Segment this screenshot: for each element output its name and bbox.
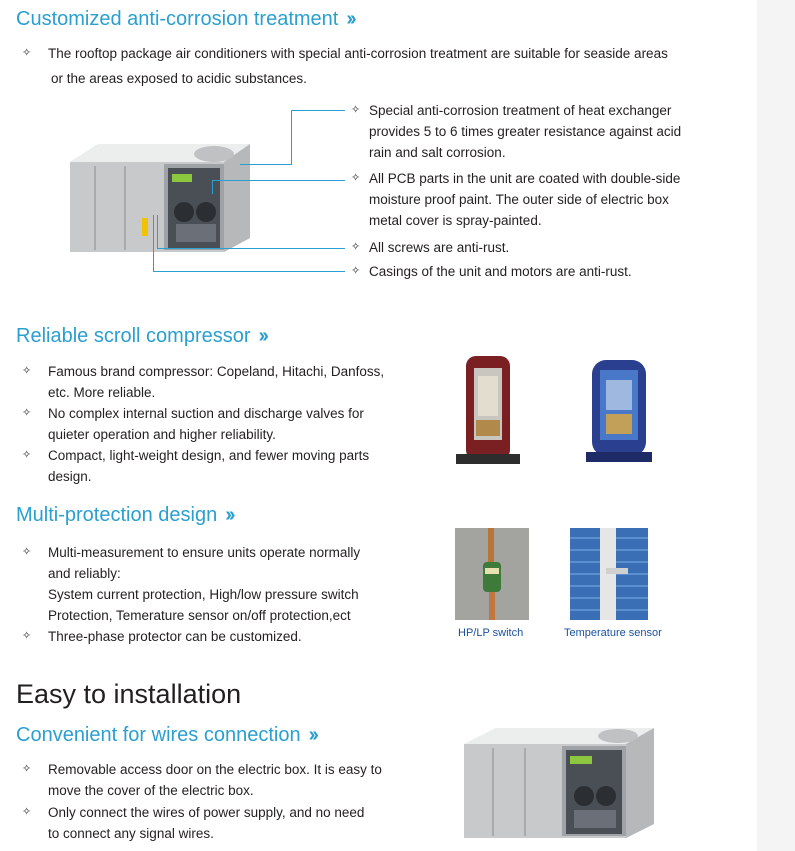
compressor-title: Reliable scroll compressor	[16, 325, 251, 347]
bullet-icon: ✧	[351, 104, 361, 116]
protection-title: Multi-protection design	[16, 504, 218, 526]
callout-connector	[153, 215, 154, 271]
bullet-icon: ✧	[22, 407, 32, 419]
rooftop-unit-image	[64, 140, 254, 256]
anticorrosion-intro-line2: or the areas exposed to acidic substances.	[51, 71, 307, 86]
compressor-bullet-1-line2: etc. More reliable.	[48, 385, 156, 400]
bullet-icon: ✧	[22, 546, 32, 558]
callout-2-line1: All PCB parts in the unit are coated with double-side	[369, 171, 681, 186]
callout-connector	[291, 110, 292, 164]
callout-2-line2: moisture proof paint. The outer side of electric box	[369, 192, 669, 207]
callout-1-line3: rain and salt corrosion.	[369, 145, 506, 160]
bullet-icon: ✧	[351, 241, 361, 253]
compressor-bullet-2-line1: No complex internal suction and discharge valves for	[48, 406, 364, 421]
page-margin-strip	[757, 0, 795, 851]
installation-title: Easy to installation	[16, 679, 242, 709]
bullet-icon: ✧	[22, 365, 32, 377]
chevron-right-icon: ››	[225, 504, 233, 526]
callout-connector	[291, 110, 345, 111]
bullet-icon: ✧	[22, 449, 32, 461]
wires-bullet-2-line2: to connect any signal wires.	[48, 826, 214, 841]
bullet-icon: ✧	[351, 172, 361, 184]
bullet-icon: ✧	[22, 47, 32, 59]
compressor-bullet-1-line1: Famous brand compressor: Copeland, Hitachi, Danfoss,	[48, 364, 385, 379]
bullet-icon: ✧	[22, 806, 32, 818]
anticorrosion-heading	[16, 7, 354, 31]
compressor-bullet-2-line2: quieter operation and higher reliability.	[48, 427, 276, 442]
callout-1-line2: provides 5 to 6 times greater resistance against acid	[369, 124, 682, 139]
temperature-sensor-caption: Temperature sensor	[564, 627, 662, 639]
wires-bullet-2-line1: Only connect the wires of power supply, and no need	[48, 805, 365, 820]
chevron-right-icon: ››	[346, 8, 354, 30]
protection-heading	[16, 503, 233, 527]
protection-bullet-1-line1: Multi-measurement to ensure units operate normally	[48, 545, 361, 560]
wires-bullet-1-line2: move the cover of the electric box.	[48, 783, 254, 798]
callout-3-line1: All screws are anti-rust.	[369, 240, 510, 255]
wires-bullet-1-line1: Removable access door on the electric box. It is easy to	[48, 762, 382, 777]
callout-connector	[157, 215, 158, 248]
callout-2-line3: metal cover is spray-painted.	[369, 213, 542, 228]
chevron-right-icon: ››	[308, 724, 316, 746]
bullet-icon: ✧	[351, 265, 361, 277]
protection-bullet-1-line4: Protection, Temerature sensor on/off protection,ect	[48, 608, 351, 623]
protection-bullet-1-line3: System current protection, High/low pressure switch	[48, 587, 359, 602]
callout-4-line1: Casings of the unit and motors are anti-rust.	[369, 264, 632, 279]
wires-heading	[16, 723, 316, 747]
hp-lp-switch-caption: HP/LP switch	[458, 627, 524, 639]
compressor-bullet-3-line1: Compact, light-weight design, and fewer moving parts	[48, 448, 370, 463]
compressor-heading	[16, 324, 266, 348]
callout-connector	[212, 180, 345, 181]
compressor-bullet-3-line2: design.	[48, 469, 92, 484]
callout-connector	[240, 164, 292, 165]
scroll-compressor-image-2	[582, 352, 656, 468]
protection-bullet-2: Three-phase protector can be customized.	[48, 629, 302, 644]
wires-title: Convenient for wires connection	[16, 724, 301, 746]
callout-connector	[212, 180, 213, 194]
bullet-icon: ✧	[22, 630, 32, 642]
protection-bullet-1-line2: and reliably:	[48, 566, 121, 581]
callout-connector	[153, 271, 345, 272]
callout-1-line1: Special anti-corrosion treatment of heat exchanger	[369, 103, 672, 118]
anticorrosion-intro-line1: The rooftop package air conditioners with special anti-corrosion treatment are suitable for seaside areas	[48, 46, 668, 61]
callout-connector	[157, 248, 345, 249]
chevron-right-icon: ››	[258, 325, 266, 347]
temperature-sensor-image	[570, 528, 648, 620]
bullet-icon: ✧	[22, 763, 32, 775]
hp-lp-switch-image	[455, 528, 529, 620]
scroll-compressor-image-1	[452, 350, 524, 470]
anticorrosion-title: Customized anti-corrosion treatment	[16, 8, 339, 30]
rooftop-unit-open-image	[458, 724, 658, 842]
